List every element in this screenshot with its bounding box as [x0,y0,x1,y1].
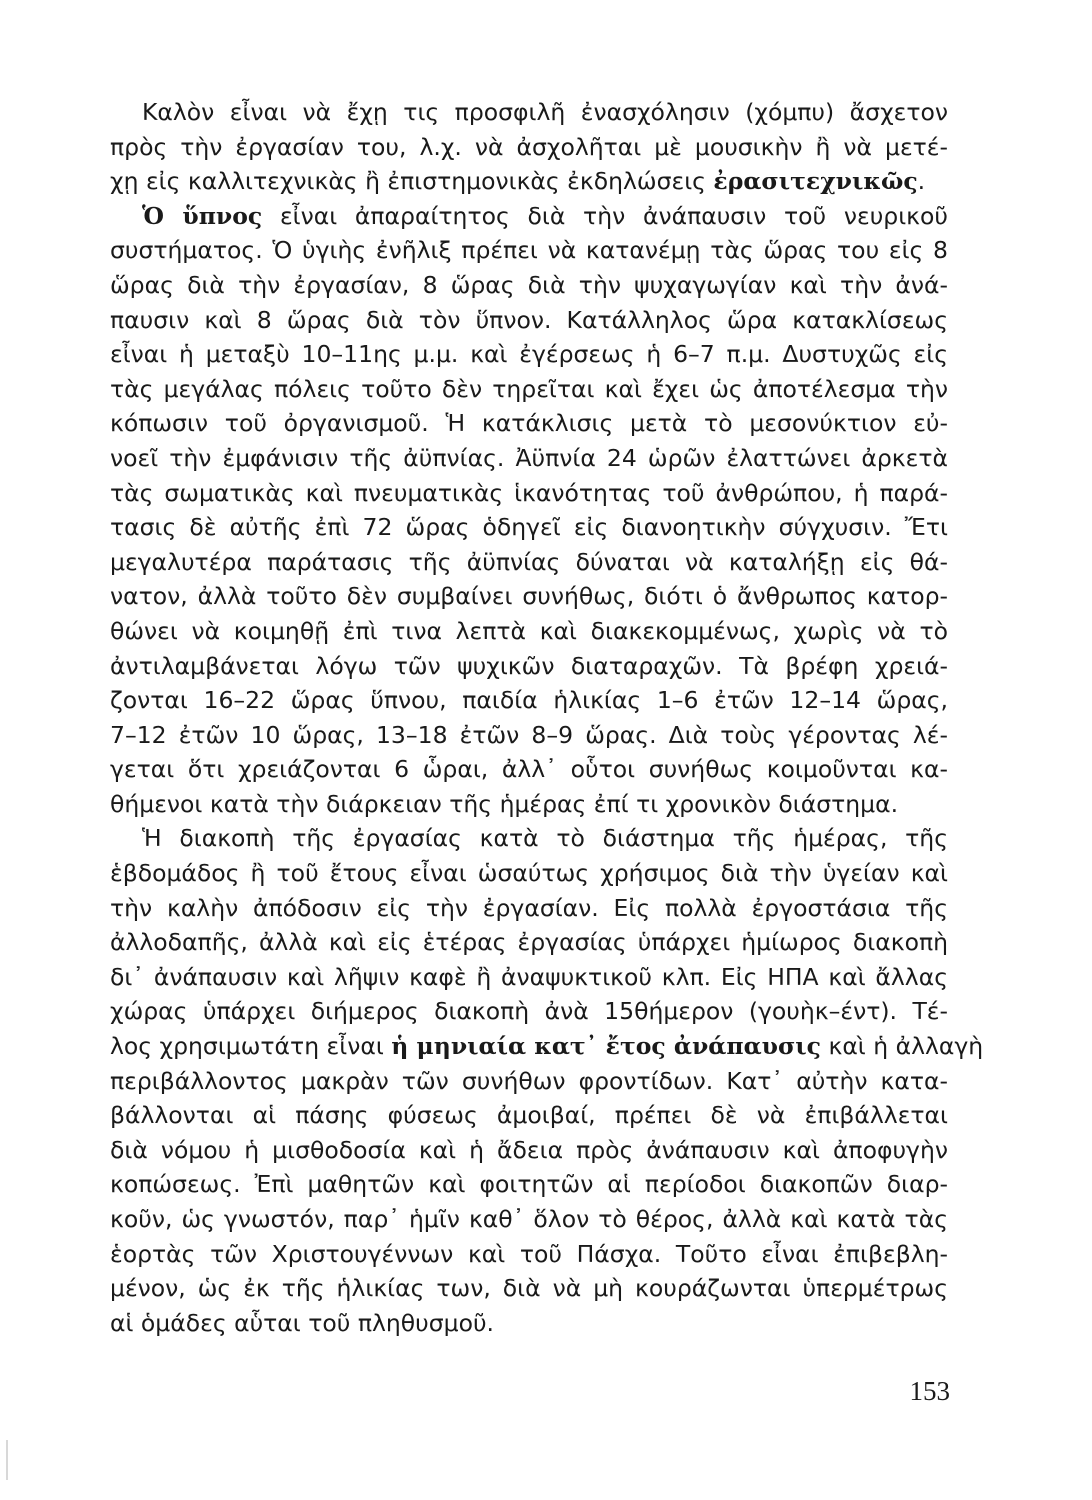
text-line: Ἡ διακοπὴ τῆς ἐργασίας κατὰ τὸ διάστημα τῆς ἡμέρας, τῆς [142,824,948,853]
text-line: βάλλονται αἱ πάσης φύσεως ἀμοιβαί, πρέπει δὲ νὰ ἐπιβάλλεται [110,1101,948,1130]
paragraph-sleep [110,199,948,822]
scan-edge-mark [6,1440,8,1480]
text-line: κόπωσιν τοῦ ὀργανισμοῦ. Ἡ κατάκλισις μετὰ τὸ μεσονύκτιον εὐ- [110,409,948,438]
bold-term-sleep: Ὁ ὕπνος [142,201,263,230]
text-line: ἑβδομάδος ἢ τοῦ ἔτους εἶναι ὡσαύτως χρήσιμος διὰ τὴν ὑγείαν καὶ [110,859,948,888]
text-line [110,1029,984,1064]
text-run: εἶναι ἀπαραίτητος διὰ τὴν ἀνάπαυσιν τοῦ νευρικοῦ [262,201,948,230]
text-line: γεται ὅτι χρειάζονται 6 ὧραι, ἀλλ᾽ οὗτοι συνήθως κοιμοῦνται κα- [110,755,948,784]
text-line: ἀντιλαμβάνεται λόγω τῶν ψυχικῶν διαταραχῶν. Τὰ βρέφη χρειά- [110,651,948,680]
text-line: τὴν καλὴν ἀπόδοσιν εἰς τὴν ἐργασίαν. Εἰς πολλὰ ἐργοστάσια τῆς [110,893,948,922]
paragraph-hobby [110,95,948,199]
bold-term-amateur: ἐρασιτεχνικῶς [713,167,918,196]
text-line: χώρας ὑπάρχει διήμερος διακοπὴ ἀνὰ 15θήμερον (γουὴκ–έντ). Τέ- [110,997,948,1026]
text-line: εἶναι ἡ μεταξὺ 10–11ης μ.μ. καὶ ἐγέρσεως ἡ 6–7 π.μ. Δυστυχῶς εἰς [110,340,948,369]
text-line: δι᾽ ἀνάπαυσιν καὶ λῆψιν καφὲ ἢ ἀναψυκτικοῦ κλπ. Εἰς ΗΠΑ καὶ ἄλλας [110,962,948,991]
text-line: νοεῖ τὴν ἐμφάνισιν τῆς ἀϋπνίας. Ἀϋπνία 24 ὡρῶν ἐλαττώνει ἀρκετὰ [110,443,948,472]
text-line: τὰς σωματικὰς καὶ πνευματικὰς ἱκανότητας τοῦ ἀνθρώπου, ἡ παρά- [110,478,948,507]
text-line: κοῦν, ὡς γνωστόν, παρ᾽ ἡμῖν καθ᾽ ὅλον τὸ θέρος, ἀλλὰ καὶ κατὰ τὰς [110,1205,948,1233]
text-line [110,199,948,234]
text-run: . [917,167,926,196]
text-line: παυσιν καὶ 8 ὥρας διὰ τὸν ὕπνον. Κατάλληλος ὥρα κατακλίσεως [110,305,948,334]
text-line: θήμενοι κατὰ τὴν διάρκειαν τῆς ἡμέρας ἐπί τι χρονικὸν διάστημα. [110,789,899,818]
text-line: ὥρας διὰ τὴν ἐργασίαν, 8 ὥρας διὰ τὴν ψυχαγωγίαν καὶ τὴν ἀνά- [110,270,948,299]
text-run: λος χρησιμωτάτη εἶναι [110,1032,392,1061]
text-line: αἱ ὁμάδες αὗται τοῦ πληθυσμοῦ. [110,1308,495,1337]
text-line: μένον, ὡς ἐκ τῆς ἡλικίας των, διὰ νὰ μὴ κουράζωνται ὑπερμέτρως [110,1274,948,1303]
page-body [110,95,984,1340]
text-line: θώνει νὰ κοιμηθῇ ἐπὶ τινα λεπτὰ καὶ διακεκομμένως, χωρὶς νὰ τὸ [110,616,948,645]
text-line: τὰς μεγάλας πόλεις τοῦτο δὲν τηρεῖται καὶ ἔχει ὡς ἀποτέλεσμα τὴν [110,374,948,403]
text-line: νατον, ἀλλὰ τοῦτο δὲν συμβαίνει συνήθως, διότι ὁ ἄνθρωπος κατορ- [110,582,948,611]
text-line: ἑορτὰς τῶν Χριστουγέννων καὶ τοῦ Πάσχα. Τοῦτο εἶναι ἐπιβεβλη- [110,1239,948,1268]
text-line: διὰ νόμου ἡ μισθοδοσία καὶ ἡ ἄδεια πρὸς ἀνάπαυσιν καὶ ἀποφυγὴν [110,1135,948,1164]
text-line: συστήματος. Ὁ ὑγιὴς ἐνῆλιξ πρέπει νὰ κατανέμῃ τὰς ὥρας του εἰς 8 [110,236,948,265]
text-run: χῃ εἰς καλλιτεχνικὰς ἢ ἐπιστημονικὰς ἐκδηλώσεις [110,167,714,196]
paragraph-work-breaks [110,821,984,1340]
text-line: μεγαλυτέρα παράτασις τῆς ἀϋπνίας δύναται νὰ καταλήξῃ εἰς θά- [110,547,948,576]
text-line: περιβάλλοντος μακρὰν τῶν συνήθων φροντίδων. Κατ᾽ αὐτὴν κατα- [110,1066,948,1095]
text-line: Καλὸν εἶναι νὰ ἔχῃ τις προσφιλῆ ἐνασχόλησιν (χόμπυ) ἄσχετον [142,98,948,126]
text-line [110,164,948,199]
text-line: ζονται 16–22 ὥρας ὕπνου, παιδία ἡλικίας 1–6 ἐτῶν 12–14 ὥρας, [110,686,948,715]
text-line: ἀλλοδαπῆς, ἀλλὰ καὶ εἰς ἑτέρας ἐργασίας ὑπάρχει ἡμίωρος διακοπὴ [110,928,948,957]
bold-term-annual-leave: ἡ μηνιαία κατ᾽ ἔτος ἀνάπαυσις [391,1032,821,1061]
text-run: καὶ ἡ ἀλλαγὴ [821,1032,984,1061]
page-number: 153 [909,1376,950,1406]
text-line: πρὸς τὴν ἐργασίαν του, λ.χ. νὰ ἀσχολῆται μὲ μουσικὴν ἢ νὰ μετέ- [110,132,948,161]
text-line: τασις δὲ αὐτῆς ἐπὶ 72 ὥρας ὁδηγεῖ εἰς διανοητικὴν σύγχυσιν. Ἔτι [110,513,948,542]
text-line: κοπώσεως. Ἐπὶ μαθητῶν καὶ φοιτητῶν αἱ περίοδοι διακοπῶν διαρ- [110,1170,948,1199]
text-line: 7–12 ἐτῶν 10 ὥρας, 13–18 ἐτῶν 8–9 ὥρας. Διὰ τοὺς γέροντας λέ- [110,720,948,749]
